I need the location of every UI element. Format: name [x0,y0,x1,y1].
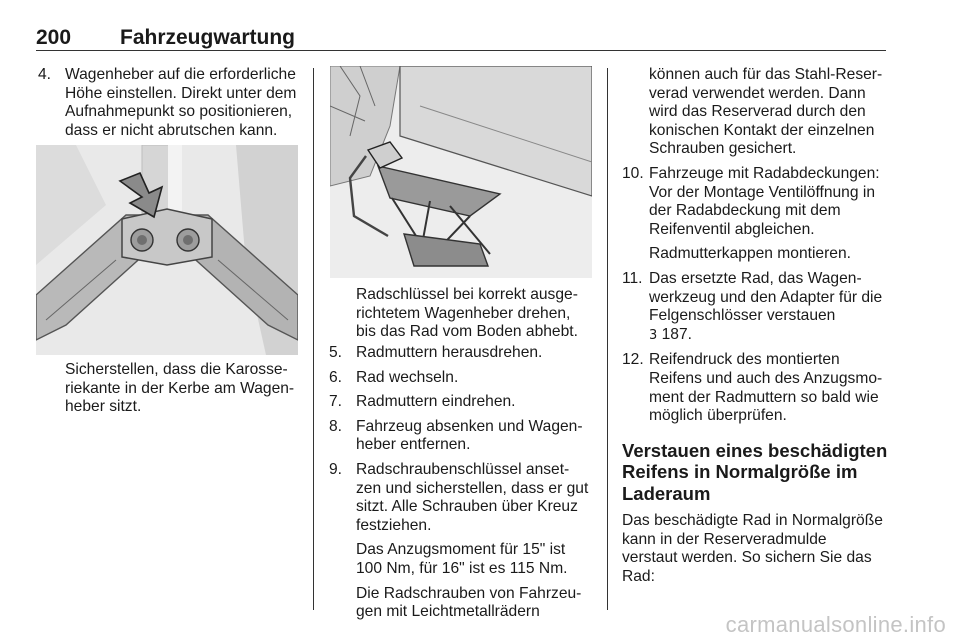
step-6 [329,369,599,388]
column-divider-2 [607,68,608,610]
text-line: 100 Nm, für 16" ist es 115 Nm. [356,559,568,577]
step-number: 9. [329,460,343,478]
reference-arrow-icon: 3 [649,327,658,343]
text-line: Rad wechseln. [356,368,459,386]
text-line: Reifendruck des montierten [649,351,840,369]
alloy-paragraph [329,585,599,622]
text-line: Fahrzeuge mit Radabdeckungen: [649,164,880,182]
text-line: können auch für das Stahl-Reser- [649,66,883,83]
text-line: Wagenheber auf die erforderliche [65,66,296,83]
heading-line: Laderaum [622,482,711,504]
text-line: konischen Kontakt der einzelnen [649,121,875,139]
continued-paragraph [622,66,888,159]
text-line: Das beschädigte Rad in Normalgröße [622,512,883,530]
watermark: carmanualsonline.info [725,612,946,637]
text-line: Radmutterkappen montieren. [649,245,851,263]
column-3 [622,66,888,587]
text-line: Das ersetzte Rad, das Wagen- [649,269,862,287]
step-9 [329,461,599,535]
step-number: 6. [329,368,343,386]
text-line: Das Anzugsmoment für 15" ist [356,541,566,559]
step-number: 7. [329,393,343,411]
text-line: Radmuttern eindrehen. [356,393,516,411]
text-line: bis das Rad vom Boden abhebt. [356,323,578,341]
text-line: Aufnahmepunkt so positionieren, [65,103,293,121]
text-line: Radschraubenschlüssel anset- [356,460,570,478]
text-line: verad verwendet werden. Dann [649,84,866,102]
text-line: Sicherstellen, dass die Karosse- [65,361,288,378]
step-number: 4. [38,66,52,83]
step-5 [329,344,599,363]
caps-paragraph [622,245,888,264]
step-number: 12. [622,351,644,369]
jack-wheel-drawing [330,66,592,278]
text-line: Höhe einstellen. Direkt unter dem [65,84,297,102]
step-number: 10. [622,164,644,182]
heading-line: Reifens in Normalgröße im [622,461,858,483]
step-4 [38,66,306,140]
column-1 [38,66,306,146]
jack-wheel-illustration [330,66,592,278]
column-divider-1 [313,68,314,610]
text-line: Schrauben gesichert. [649,140,797,158]
section-title: Fahrzeugwartung [120,26,296,49]
page-header [36,26,886,52]
text-line: gen mit Leichtmetallrädern [356,603,540,621]
section-heading [622,440,888,505]
torque-paragraph [329,541,599,578]
text-line: ment der Radmuttern so bald wie [649,388,879,406]
step-10 [622,165,888,239]
text-line: zen und sicherstellen, dass er gut [356,479,589,497]
text-line: heber sitzt. [65,398,142,416]
text-line: heber entfernen. [356,436,471,454]
text-line: dass er nicht abrutschen kann. [65,121,278,139]
text-line: Rad: [622,567,655,585]
step-8 [329,418,599,455]
text-line: festziehen. [356,516,432,534]
text-line: Vor der Montage Ventilöffnung in [649,183,875,201]
step-number: 11. [622,269,643,287]
text-line: der Radabdeckung mit dem [649,202,841,220]
text-line: wird das Reserverad durch den [649,103,866,121]
reference-page: 187. [661,325,692,343]
text-line: kann in der Reserveradmulde [622,530,827,548]
step-number: 8. [329,417,343,435]
text-line: Radschlüssel bei korrekt ausge- [356,286,578,303]
text-line: verstaut werden. So sichern Sie das [622,549,872,567]
text-line: werkzeug und den Adapter für die [649,288,883,306]
text-line: riekante in der Kerbe am Wagen- [65,379,295,397]
text-line: Reifens und auch des Anzugsmo- [649,369,883,387]
body-paragraph [622,512,888,586]
step-11 [622,270,888,345]
column-2-steps [329,344,599,628]
jack-notch-illustration [36,145,298,355]
text-line: möglich überprüfen. [649,407,787,425]
caption-notch [65,361,305,417]
page-reference[interactable] [649,326,888,346]
text-line: Reifenventil abgleichen. [649,220,815,238]
step-7 [329,393,599,412]
step-12 [622,351,888,425]
text-line: Fahrzeug absenken und Wagen- [356,417,583,435]
jack-notch-drawing [36,145,298,355]
text-line: richtetem Wagenheber drehen, [356,304,571,322]
page-number: 200 [36,26,72,49]
caption-raise [356,286,596,342]
text-line: Felgenschlösser verstauen [649,307,836,325]
text-line: Radmuttern herausdrehen. [356,344,543,361]
text-line: Die Radschrauben von Fahrzeu- [356,584,582,602]
step-number: 5. [329,344,343,361]
heading-line: Verstauen eines beschädigten [622,439,888,461]
header-rule [36,50,886,51]
text-line: sitzt. Alle Schrauben über Kreuz [356,498,578,516]
